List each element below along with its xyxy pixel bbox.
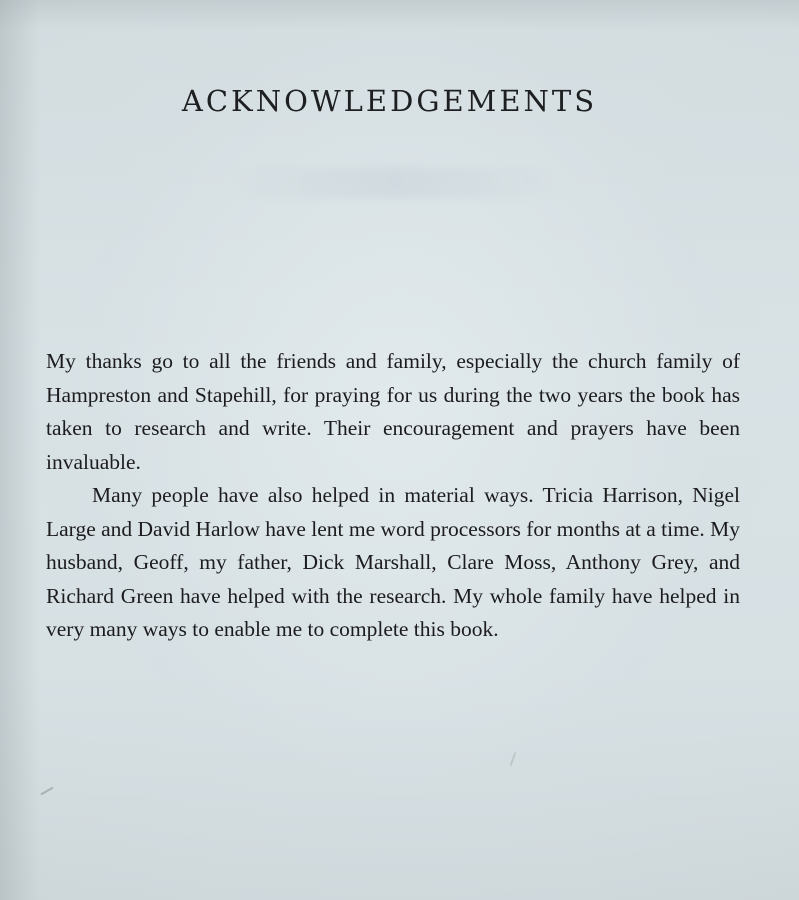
paper-mark	[510, 752, 517, 766]
page-top-shadow	[0, 0, 799, 30]
page-edge-shadow	[0, 0, 40, 900]
paper-mark	[40, 787, 53, 796]
acknowledgements-body	[46, 345, 740, 647]
paragraph-2: Many people have also helped in material ways. Tricia Harrison, Nigel Large and David Harlow have lent me word processors for months at a time. My husband, Geoff, my father, Dick Marshall, Clare Moss, Anthony Grey, and Richard Green have helped with the research. My whole family have helped in very many ways to enable me to complete this book.	[46, 483, 740, 641]
page-title: ACKNOWLEDGEMENTS	[181, 84, 598, 118]
paragraph-1: My thanks go to all the friends and family, especially the church family of Hampreston and Stapehill, for praying for us during the two years the book has taken to research and write. Their encouragement and prayers have been invaluable.	[46, 349, 740, 474]
bleed-through-smudge	[230, 168, 560, 198]
